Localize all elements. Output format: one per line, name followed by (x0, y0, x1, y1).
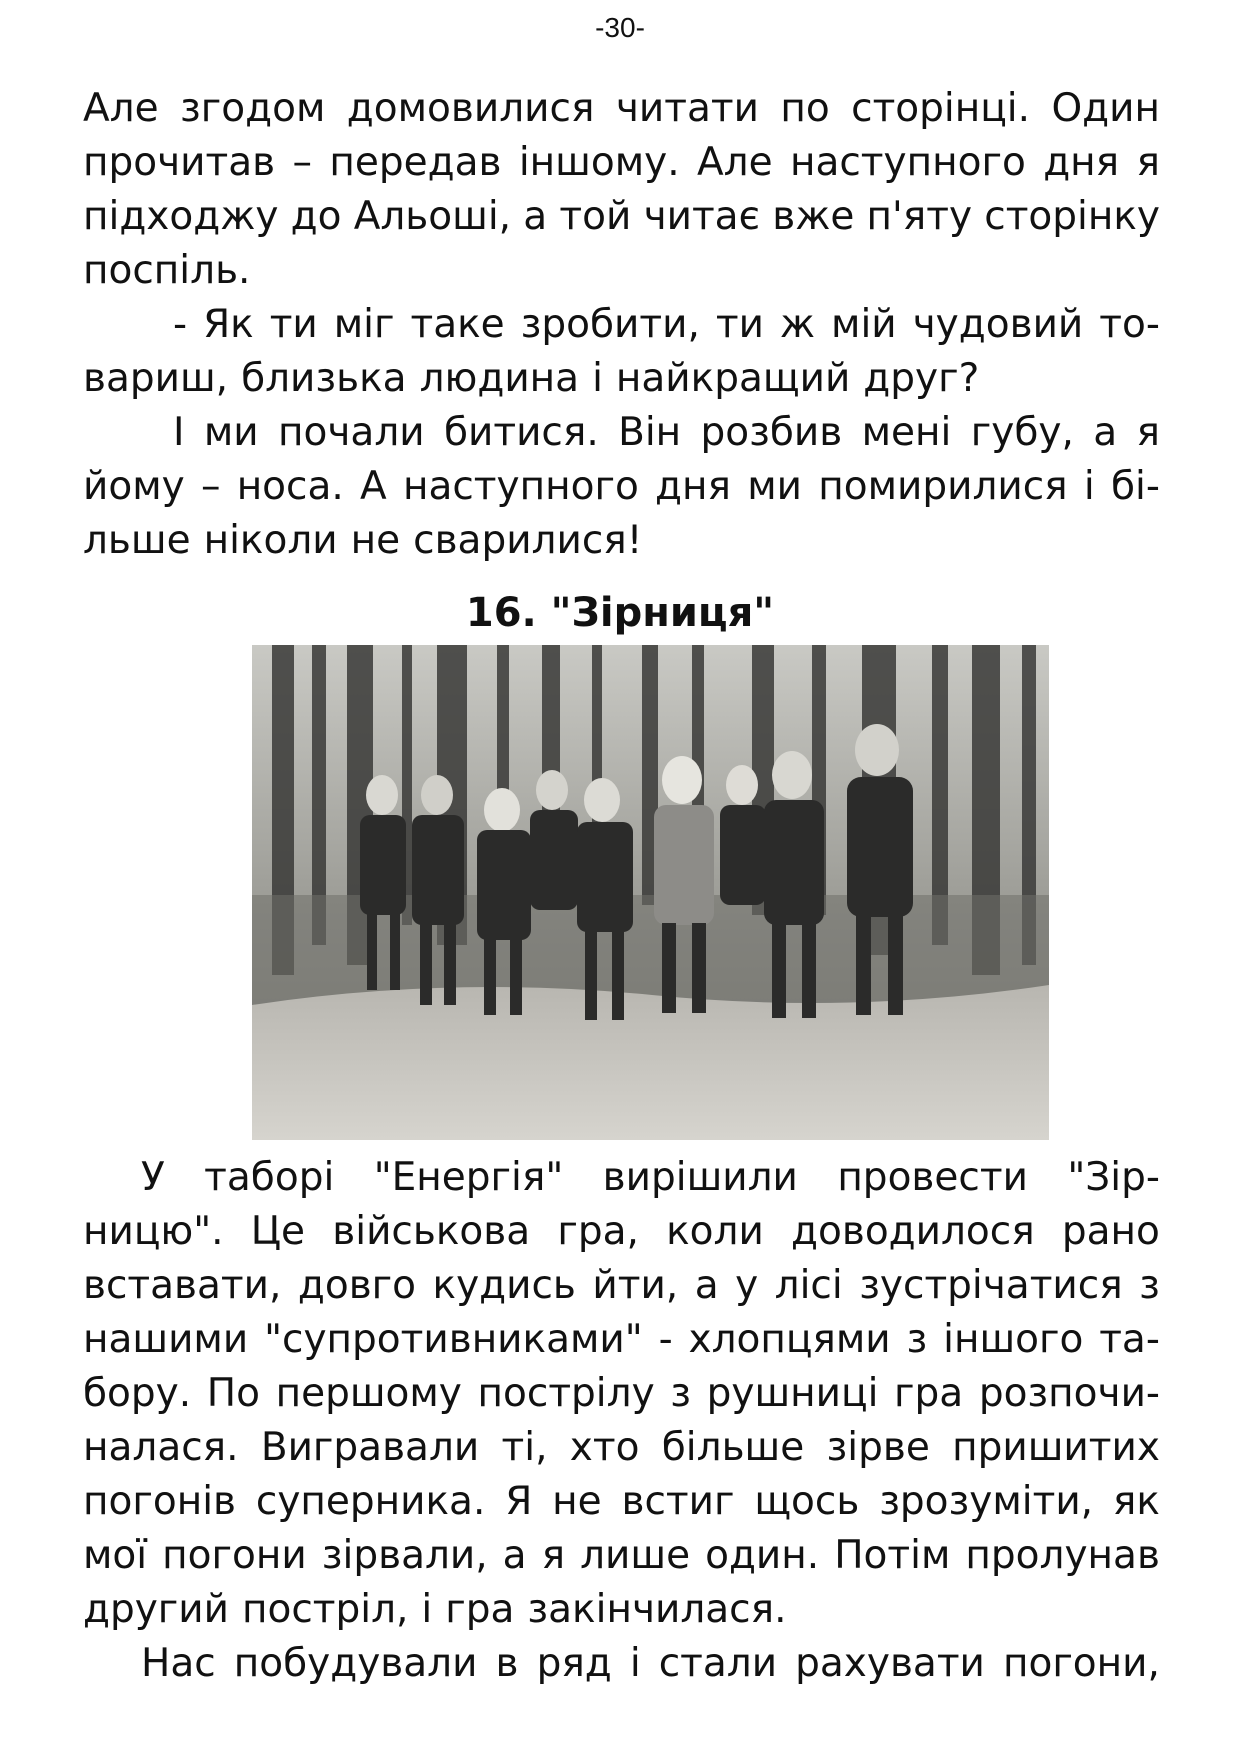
word: погонів (83, 1479, 237, 1524)
word: Він (618, 410, 682, 455)
word: налася. (83, 1425, 239, 1470)
word: а (1093, 410, 1118, 455)
word: сторінці. (851, 86, 1031, 131)
word: погони, (1002, 1641, 1160, 1686)
word: я (1136, 140, 1160, 185)
text-line (83, 1583, 1160, 1637)
word: і (629, 1641, 641, 1686)
word: розбив (700, 410, 843, 455)
word: У (141, 1155, 165, 1200)
word: довго (297, 1263, 417, 1308)
word: в (495, 1641, 519, 1686)
word: то- (1099, 302, 1160, 347)
text-line (83, 244, 1160, 298)
word: Але (83, 86, 159, 131)
word: згодом (180, 86, 326, 131)
word: сторінку (984, 194, 1160, 239)
word: близька (241, 356, 407, 401)
word: військова (332, 1209, 531, 1254)
word: гра, (557, 1209, 639, 1254)
word: Вигравали (260, 1425, 480, 1470)
word: прочитав (83, 140, 276, 185)
word: іншого (943, 1317, 1084, 1362)
text-line (83, 352, 1160, 406)
word: таборі (204, 1155, 335, 1200)
text-line (83, 406, 1160, 460)
word: гра (894, 1371, 964, 1416)
word: вже (772, 194, 855, 239)
word: я (541, 1533, 566, 1578)
word: ти (269, 302, 318, 347)
word: лише (580, 1533, 691, 1578)
word: по (780, 86, 830, 131)
word: зрозуміти, (879, 1479, 1094, 1524)
word: почали (278, 410, 425, 455)
word: – (200, 464, 221, 509)
word: "супротивниками" (264, 1317, 643, 1362)
text-line (83, 1313, 1160, 1367)
word: "Зір- (1067, 1155, 1160, 1200)
word: ти (715, 302, 764, 347)
word: зустрічатися (859, 1263, 1123, 1308)
word: читати (615, 86, 759, 131)
word: міг (333, 302, 395, 347)
word: пострілу (477, 1371, 655, 1416)
word: йому (83, 464, 185, 509)
word: Нас (141, 1641, 216, 1686)
word: не (350, 518, 401, 563)
word: підходжу (83, 194, 279, 239)
word: І (173, 410, 185, 455)
word: встиг (621, 1479, 735, 1524)
word: чудовий (912, 302, 1084, 347)
word: зірвали, (321, 1533, 488, 1578)
word: у (735, 1263, 759, 1308)
word: і (1083, 464, 1095, 509)
word: ряд (536, 1641, 612, 1686)
word: Але (696, 140, 773, 185)
word: Як (203, 302, 254, 347)
page-number: -30- (595, 12, 645, 43)
word: кудись (432, 1263, 576, 1308)
children-in-forest-photo (252, 645, 1049, 1140)
text-line (83, 1475, 1160, 1529)
word: "Енергія" (373, 1155, 564, 1200)
text-line (83, 1421, 1160, 1475)
text-line (83, 82, 1160, 136)
word: сварилися! (413, 518, 643, 563)
word: закінчилася. (527, 1587, 787, 1632)
word: - (658, 1317, 673, 1362)
text-line (83, 514, 1160, 568)
word: мій (831, 302, 897, 347)
word: першому (275, 1371, 462, 1416)
word: провести (837, 1155, 1028, 1200)
word: п'яту (866, 194, 973, 239)
word: рушниці (706, 1371, 879, 1416)
word: більше (661, 1425, 805, 1470)
word: По (206, 1371, 260, 1416)
word: коли (666, 1209, 764, 1254)
word: рахувати (795, 1641, 985, 1686)
word: ті, (501, 1425, 548, 1470)
word: зробити, (520, 302, 700, 347)
word: пролунав (965, 1533, 1160, 1578)
word: бі- (1110, 464, 1160, 509)
word: льше (83, 518, 191, 563)
word: зірве (826, 1425, 930, 1470)
word: - (173, 302, 188, 347)
word: ж (779, 302, 816, 347)
word: з (670, 1371, 692, 1416)
word: йти, (592, 1263, 679, 1308)
word: вставати, (83, 1263, 282, 1308)
word: а (523, 194, 548, 239)
word: щось (754, 1479, 860, 1524)
word: мені (861, 410, 952, 455)
word: один. (705, 1533, 820, 1578)
word: читає (643, 194, 760, 239)
word: рано (1061, 1209, 1160, 1254)
word: той (559, 194, 632, 239)
word: вирішили (602, 1155, 798, 1200)
word: дня (655, 464, 731, 509)
word: Один (1051, 86, 1160, 131)
paragraph-top (83, 82, 1160, 568)
word: іншому. (518, 140, 680, 185)
word: до (290, 194, 342, 239)
word: розпочи- (978, 1371, 1160, 1416)
word: найкращий (615, 356, 851, 401)
word: хто (569, 1425, 640, 1470)
word: і (421, 1587, 433, 1632)
word: друг? (863, 356, 980, 401)
word: ми (747, 464, 802, 509)
section-title: 16. "Зірниця" (465, 590, 775, 636)
word: вариш, (83, 356, 229, 401)
word: хлопцями (688, 1317, 891, 1362)
text-line (83, 460, 1160, 514)
word: Я (505, 1479, 533, 1524)
word: таке (410, 302, 505, 347)
word: передав (329, 140, 502, 185)
word: а (502, 1533, 527, 1578)
word: другий (83, 1587, 229, 1632)
word: носа. (236, 464, 344, 509)
text-line (83, 1205, 1160, 1259)
text-line (83, 1529, 1160, 1583)
word: постріл, (241, 1587, 409, 1632)
word: Потім (834, 1533, 951, 1578)
word: з (1139, 1263, 1160, 1308)
word: пришитих (952, 1425, 1160, 1470)
word: помирилися (818, 464, 1068, 509)
text-line (83, 1637, 1160, 1691)
word: ніколи (203, 518, 338, 563)
word: і (592, 356, 603, 401)
text-line (83, 1151, 1160, 1205)
word: та- (1099, 1317, 1160, 1362)
word: наступного (789, 140, 1026, 185)
text-line (83, 136, 1160, 190)
paragraph-bottom (83, 1151, 1160, 1691)
word: губу, (970, 410, 1074, 455)
word: з (906, 1317, 928, 1362)
word: суперника. (255, 1479, 486, 1524)
text-line (83, 190, 1160, 244)
word: Альоші, (353, 194, 512, 239)
word: гра (445, 1587, 515, 1632)
text-line (83, 298, 1160, 352)
word: бору. (83, 1371, 192, 1416)
word: як (1112, 1479, 1160, 1524)
word: поспіль. (83, 248, 251, 293)
text-line (83, 1367, 1160, 1421)
word: лісі (774, 1263, 843, 1308)
word: ницю". (83, 1209, 224, 1254)
word: А (360, 464, 387, 509)
word: доводилося (791, 1209, 1035, 1254)
word: погони (162, 1533, 307, 1578)
word: стали (658, 1641, 778, 1686)
text-line (83, 1259, 1160, 1313)
word: не (552, 1479, 602, 1524)
word: дня (1043, 140, 1120, 185)
word: ми (203, 410, 259, 455)
word: битися. (443, 410, 599, 455)
word: а (694, 1263, 719, 1308)
word: побудували (233, 1641, 478, 1686)
word: я (1136, 410, 1160, 455)
word: наступного (402, 464, 639, 509)
word: Це (250, 1209, 306, 1254)
word: нашими (83, 1317, 249, 1362)
word: мої (83, 1533, 148, 1578)
word: людина (419, 356, 580, 401)
word: – (292, 140, 312, 185)
word: домовилися (346, 86, 595, 131)
